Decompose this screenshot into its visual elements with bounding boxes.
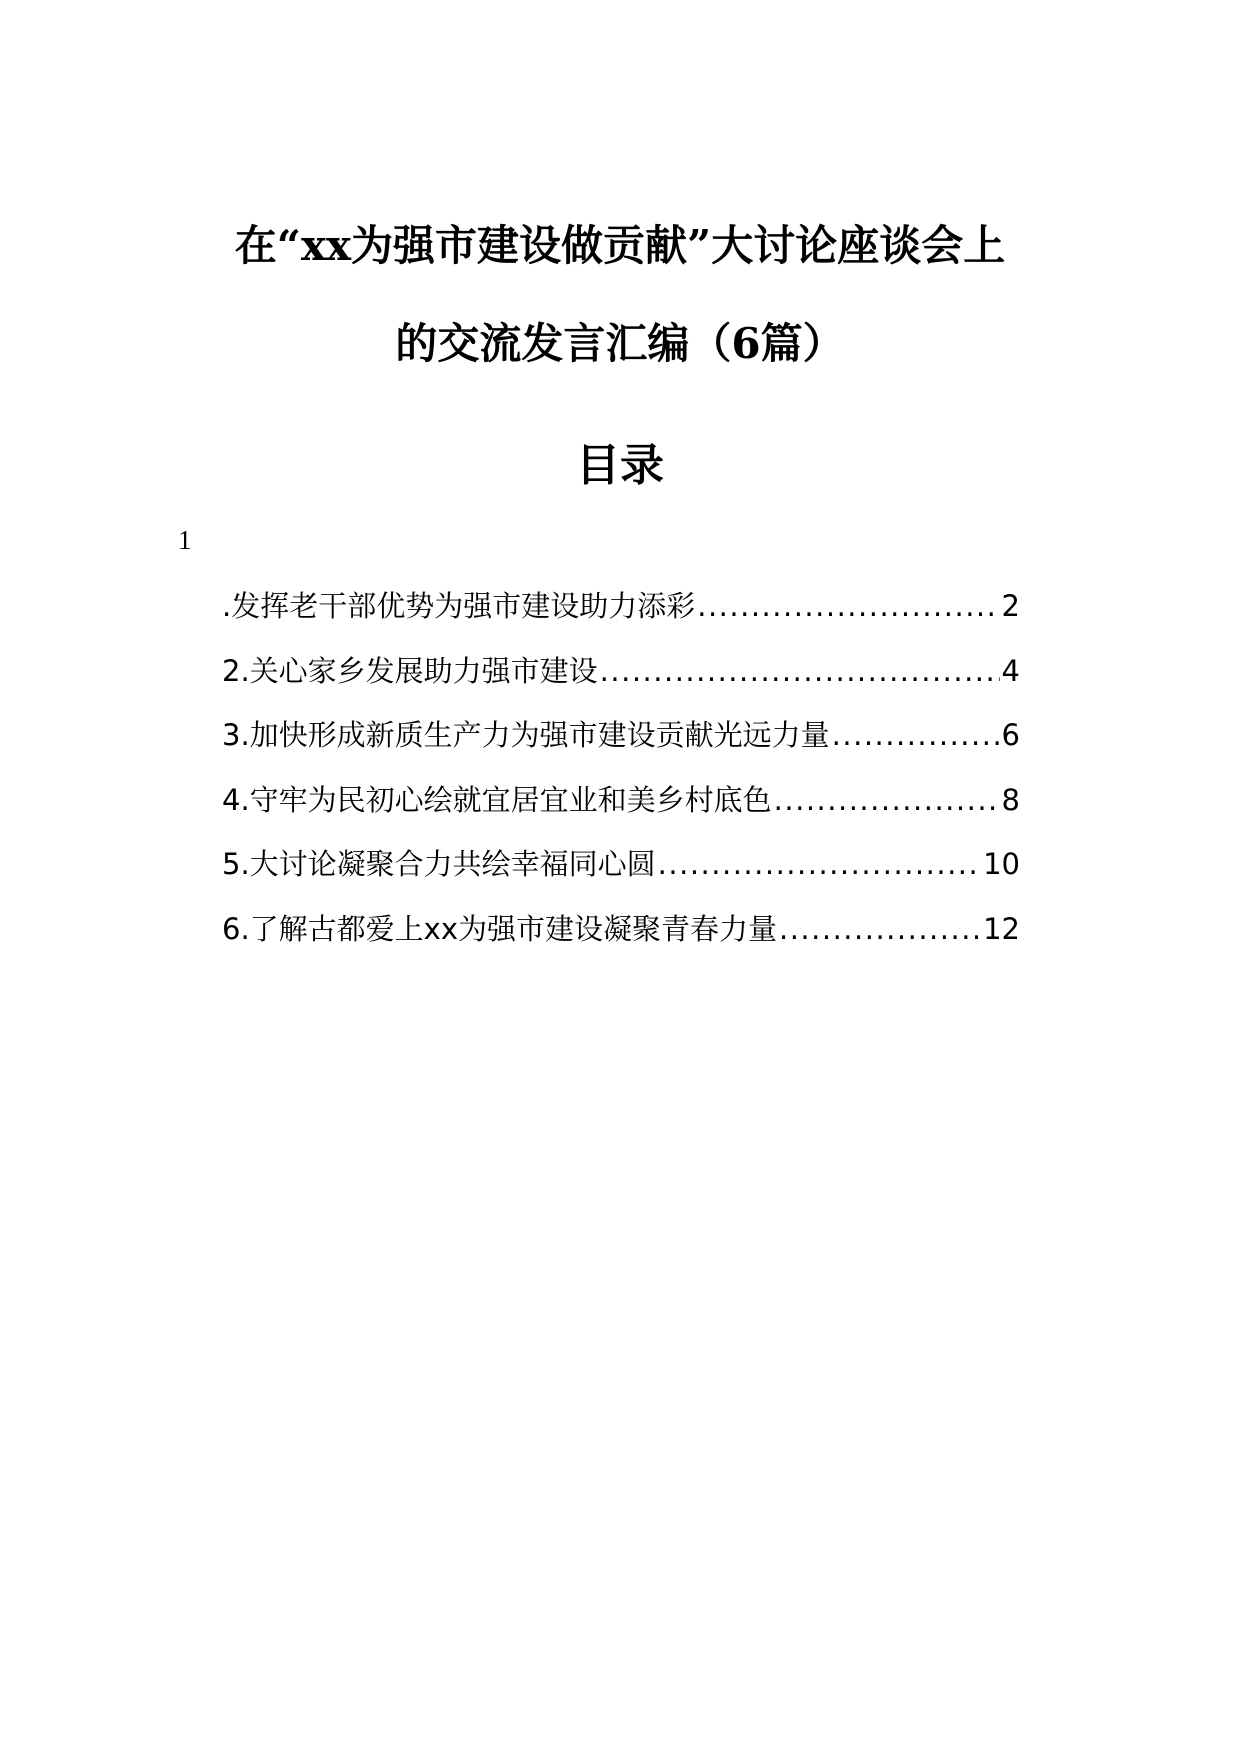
toc-page-number: 8	[1001, 782, 1020, 817]
toc-entry[interactable]	[222, 768, 1020, 833]
toc-entry[interactable]	[222, 639, 1020, 704]
toc-dot-leader	[779, 897, 981, 962]
toc-page-number: 12	[983, 911, 1020, 946]
toc-entry[interactable]	[222, 703, 1020, 768]
toc-entry-title: 6.了解古都爱上xx为强市建设凝聚青春力量	[222, 911, 777, 946]
document-title-line-1: 在“xx为强市建设做贡献”大讨论座谈会上	[234, 221, 1006, 270]
toc-entry-title: .发挥老干部优势为强市建设助力添彩	[222, 589, 696, 623]
toc-entry-title: 4.守牢为民初心绘就宜居宜业和美乡村底色	[222, 782, 772, 817]
toc-dot-leader	[697, 574, 999, 639]
toc-page-number: 4	[1001, 653, 1020, 688]
toc-dot-leader	[658, 832, 981, 897]
toc-dot-leader	[832, 703, 1000, 768]
document-title-line-2: 的交流发言汇编（6篇）	[395, 319, 845, 368]
toc-page-number: 2	[1001, 589, 1020, 623]
toc-heading: 目录	[576, 440, 664, 491]
toc-entry-title: 3.加快形成新质生产力为强市建设贡献光远力量	[222, 718, 830, 752]
toc-page-number: 10	[983, 847, 1020, 881]
toc-entry[interactable]	[222, 897, 1020, 962]
toc-entry[interactable]	[222, 832, 1020, 897]
toc-entry-title: 5.大讨论凝聚合力共绘幸福同心圆	[222, 847, 656, 881]
table-of-contents	[222, 574, 1020, 961]
toc-entry-title: 2.关心家乡发展助力强市建设	[222, 653, 598, 688]
toc-entry[interactable]	[222, 574, 1020, 639]
toc-page-number: 6	[1001, 718, 1020, 752]
toc-stray-number: 1	[178, 525, 192, 555]
toc-dot-leader	[774, 768, 1000, 833]
toc-dot-leader	[600, 639, 1000, 704]
